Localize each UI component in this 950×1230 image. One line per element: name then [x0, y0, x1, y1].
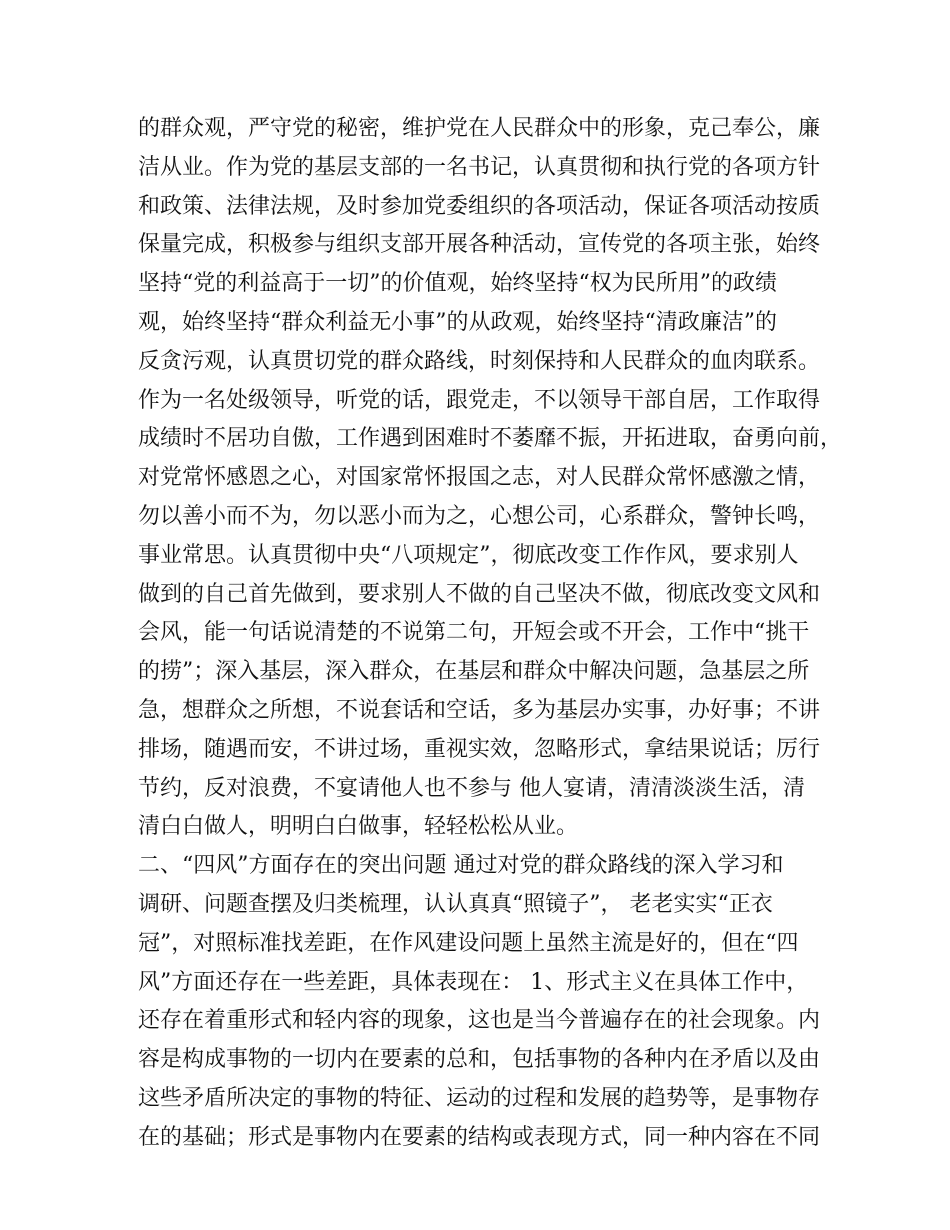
text-line: 冠”，对照标准找差距，在作风建设问题上虽然主流是好的，但在“四	[138, 930, 799, 956]
text-line: 对党常怀感恩之心，对国家常怀报国之志，对人民群众常怀感激之情，	[138, 465, 821, 491]
text-line: 风”方面还存在一些差距，具体表现在： 1、形式主义在具体工作中，	[138, 969, 809, 995]
text-line: 洁从业。作为党的基层支部的一名书记，认真贯彻和执行党的各项方针	[138, 154, 821, 180]
text-line: 节约，反对浪费，不宴请他人也不参与 他人宴请，清清淡淡生活，清	[138, 775, 805, 801]
body-text	[138, 110, 843, 1158]
text-line: 调研、问题查摆及归类梳理，认认真真“照镜子”， 老老实实“正衣	[138, 891, 773, 917]
text-line: 急，想群众之所想，不说套话和空话，多为基层办实事，办好事；不讲	[138, 697, 821, 723]
text-line: 事业常思。认真贯彻中央“八项规定”，彻底改变工作作风，要求别人	[138, 542, 799, 568]
section-heading-line: 二、“四风”方面存在的突出问题 通过对党的群众路线的深入学习和	[138, 853, 784, 879]
text-line: 保量完成，积极参与组织支部开展各种活动，宣传党的各项主张，始终	[138, 232, 821, 258]
text-line: 勿以善小而不为，勿以恶小而为之，心想公司，心系群众，警钟长鸣，	[138, 503, 821, 529]
text-line: 成绩时不居功自傲，工作遇到困难时不萎靡不振，开拓进取，奋勇向前，	[138, 426, 843, 452]
text-line: 清白白做人，明明白白做事，轻轻松松从业。	[138, 814, 579, 840]
text-line: 的群众观，严守党的秘密，维护党在人民群众中的形象，克己奉公，廉	[138, 116, 821, 141]
text-line: 和政策、法律法规，及时参加党委组织的各项活动，保证各项活动按质	[138, 193, 821, 219]
text-line: 排场，随遇而安，不讲过场，重视实效，忽略形式，拿结果说话；厉行	[138, 736, 821, 762]
text-line: 这些矛盾所决定的事物的特征、运动的过程和发展的趋势等，是事物存	[138, 1085, 821, 1111]
text-line: 在的基础；形式是事物内在要素的结构或表现方式，同一种内容在不同	[138, 1124, 821, 1150]
text-line: 作为一名处级领导，听党的话，跟党走，不以领导干部自居，工作取得	[138, 387, 821, 413]
text-line: 容是构成事物的一切内在要素的总和，包括事物的各种内在矛盾以及由	[138, 1047, 821, 1073]
text-line: 的捞”；深入基层，深入群众，在基层和群众中解决问题，急基层之所	[138, 659, 810, 685]
text-line: 观，始终坚持“群众利益无小事”的从政观，始终坚持“清政廉洁”的	[138, 309, 777, 335]
text-line: 做到的自己首先做到，要求别人不做的自己坚决不做，彻底改变文风和	[138, 581, 821, 607]
text-line: 反贪污观，认真贯切党的群众路线，时刻保持和人民群众的血肉联系。	[138, 348, 821, 374]
text-line: 会风，能一句话说清楚的不说第二句，开短会或不开会，工作中“挑干	[138, 620, 810, 646]
text-line: 还存在着重形式和轻内容的现象，这也是当今普遍存在的社会现象。内	[138, 1008, 821, 1034]
text-line: 坚持“党的利益高于一切”的价值观，始终坚持“权为民所用”的政绩	[138, 271, 777, 297]
